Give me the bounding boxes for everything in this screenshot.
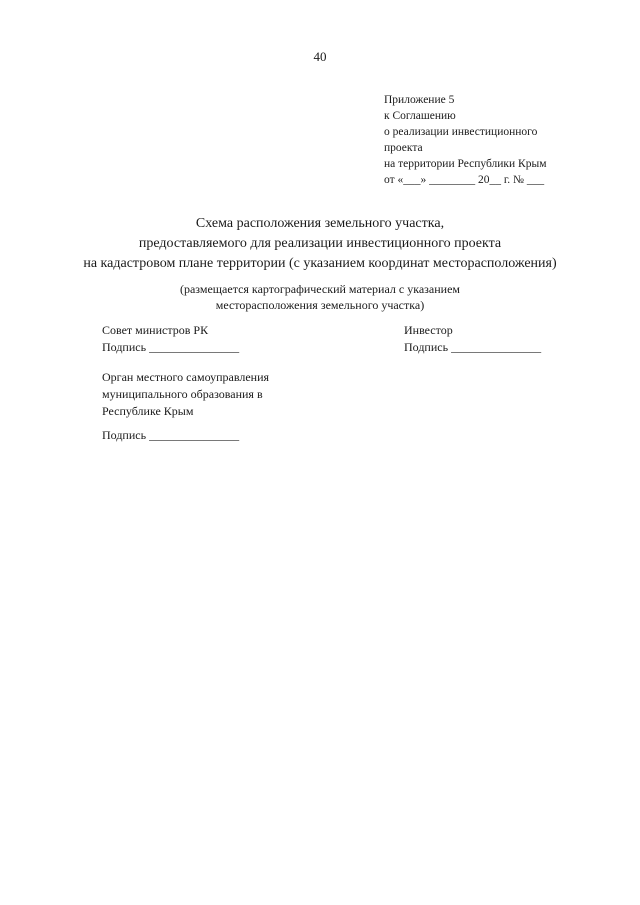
local-authority-block: [102, 369, 269, 420]
document-title: [0, 214, 640, 274]
council-signature-line: Подпись _______________: [102, 340, 240, 354]
title-line: на кадастровом плане территории (с указанием координат месторасположения): [83, 256, 557, 271]
local-authority-line: муниципального образования в: [102, 387, 263, 401]
investor-signature-line: Подпись _______________: [404, 340, 542, 354]
note-line: (размещается картографический материал с указанием: [179, 282, 461, 296]
appendix-line: проекта: [384, 142, 423, 154]
appendix-header: [384, 92, 546, 188]
title-line: предоставляемого для реализации инвестиционного проекта: [138, 236, 502, 251]
council-name: Совет министров РК: [102, 323, 209, 337]
appendix-line: о реализации инвестиционного: [384, 126, 538, 138]
local-authority-line: Республике Крым: [102, 404, 194, 418]
investor-name: Инвестор: [404, 323, 453, 337]
local-authority-line: Орган местного самоуправления: [102, 370, 270, 384]
title-line: Схема расположения земельного участка,: [195, 216, 445, 231]
appendix-line: на территории Республики Крым: [384, 158, 547, 170]
map-placeholder-note: [0, 281, 640, 313]
appendix-date-line: от «___» ________ 20__ г. № ___: [384, 174, 545, 186]
local-authority-signature-line: Подпись _______________: [102, 428, 240, 442]
appendix-line: к Соглашению: [384, 110, 456, 122]
council-signature-block: [102, 322, 239, 356]
note-line: месторасположения земельного участка): [215, 298, 425, 312]
page-number: 40: [313, 49, 327, 64]
investor-signature-block: [404, 322, 541, 356]
appendix-line: Приложение 5: [384, 94, 455, 106]
